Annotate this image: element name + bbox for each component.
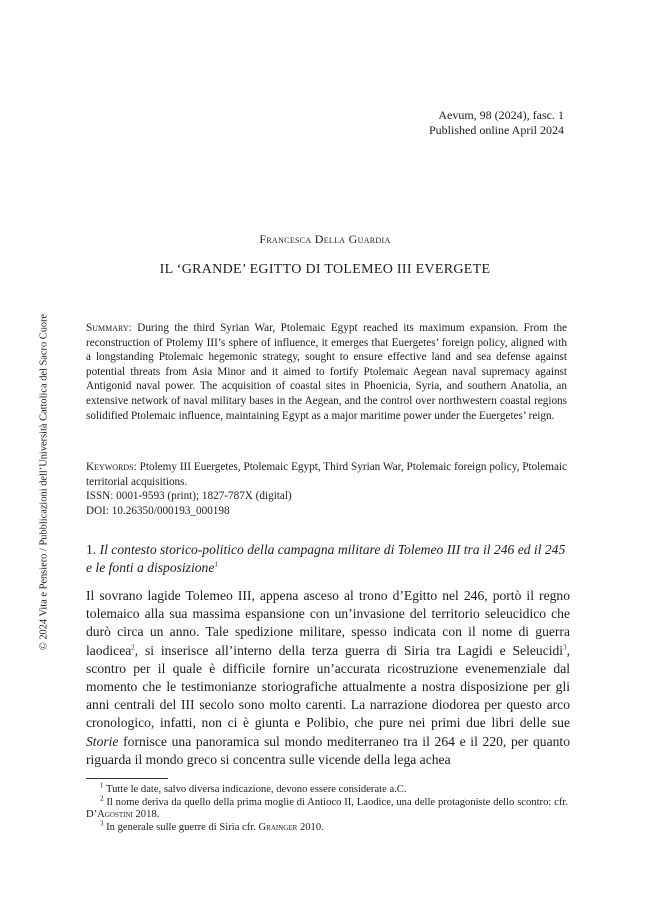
footnote-number: 3 bbox=[100, 819, 104, 828]
summary-label: Summary: bbox=[86, 322, 132, 334]
citation-author: Grainger bbox=[258, 821, 298, 833]
book-title-storie: Storie bbox=[86, 733, 119, 749]
footnote-ref-1[interactable]: 1 bbox=[214, 560, 218, 569]
footnote-text: In generale sulle guerre di Siria cfr. bbox=[106, 821, 259, 833]
summary-text: During the third Syrian War, Ptolemaic Egypt reached its maximum expansion. From the reconstruction of Ptolemy III’s sphere of influence, it emerges that Euergetes’ foreign policy, aligned with a longstanding Ptolemaic hegemonic strategy, sought to ensure effective land and sea defense against potential threats from Asia Minor and it aimed to fortify Ptolemaic Aegean naval supremacy against Antigonid naval power. The acquisition of coastal sites in Phoenicia, Syria, and southern Anatolia, an extensive network of naval military bases in the Aegean, and the control over northwestern coastal regions solidified Ptolemaic influence, maintaining Egypt as a major maritime power under the Euergetes’ reign. bbox=[86, 322, 568, 422]
footnote-number: 1 bbox=[100, 781, 104, 790]
footnote-number: 2 bbox=[100, 794, 104, 803]
keywords-text: Ptolemy III Euergetes, Ptolemaic Egypt, Third Syrian War, Ptolemaic foreign policy, Ptolemaic territorial acquisitions. bbox=[86, 461, 568, 488]
section-number: 1. bbox=[86, 542, 97, 557]
footnote-3 bbox=[86, 819, 568, 835]
section-title: Il contesto storico-politico della campagna militare di Tolemeo III tra il 246 ed il 245 e le fonti a disposizione bbox=[86, 542, 566, 575]
footnote-ref-3[interactable]: 3 bbox=[563, 643, 567, 652]
section-heading bbox=[86, 541, 572, 577]
body-text-segment: , scontro per il quale è difficile fornire un’accurata ricostruzione evenemenziale dal momento che le testimonianze storiografiche attualmente a nostra disposizione per gli anni centrali del III secolo sono molto carenti. La narrazione diodorea per questo arco cronologico, infatti, non ci è giunta e Polibio, che pure nei primi due libri delle sue bbox=[86, 642, 570, 731]
body-text-segment: fornisce una panoramica sul mondo mediterraneo tra il 264 e il 220, per quanto riguarda il mondo greco si concentra sulle vicende della lega achea bbox=[86, 733, 570, 767]
body-paragraph bbox=[86, 587, 570, 769]
keywords-block bbox=[86, 460, 567, 518]
footnote-text: Tutte le date, salvo diversa indicazione, devono essere considerate a.C. bbox=[105, 784, 407, 795]
footnote-1 bbox=[86, 781, 568, 797]
article-title: IL ‘GRANDE’ EGITTO DI TOLEMEO III EVERGETE bbox=[159, 262, 491, 277]
keywords-label: Keywords: bbox=[86, 461, 137, 473]
summary-block bbox=[86, 321, 567, 423]
body-text-segment: , si inserisce all’interno della terza guerra di Siria tra Lagidi e Seleucidi bbox=[134, 642, 564, 658]
copyright-text: © 2024 Vita e Pensiero / Pubblicazioni dell’Università Cattolica del Sacro Cuore bbox=[38, 313, 50, 651]
footnote-text: 2010. bbox=[297, 821, 324, 833]
doi-line: DOI: 10.26350/000193_000198 bbox=[86, 504, 230, 517]
body-text-segment: Il sovrano lagide Tolemeo III, appena asceso al trono d’Egitto nel 246, portò il regno tolemaico alla sua massima espansione con un’invasione del territorio seleucidico che durò circa un anno. Tale spedizione militare, spesso indicata con il nome di guerra laodicea bbox=[86, 588, 570, 658]
citation-author: D’Agostini bbox=[86, 809, 133, 821]
footnote-divider bbox=[86, 778, 168, 779]
footnote-2 bbox=[86, 794, 568, 822]
issn-line: ISSN: 0001-9593 (print); 1827-787X (digital) bbox=[86, 490, 292, 503]
publication-date: Published online April 2024 bbox=[429, 123, 564, 137]
journal-citation: Aevum, 98 (2024), fasc. 1 bbox=[438, 108, 564, 122]
footnotes bbox=[86, 781, 568, 834]
footnote-text: Il nome deriva da quello della prima moglie di Antioco II, Laodice, una delle protagoniste dello scontro: cfr. bbox=[106, 796, 568, 808]
journal-info bbox=[429, 108, 564, 138]
footnote-text: 2018. bbox=[132, 809, 160, 821]
footnote-ref-2[interactable]: 2 bbox=[131, 643, 135, 652]
article-author: Francesca Della Guardia bbox=[259, 232, 391, 246]
